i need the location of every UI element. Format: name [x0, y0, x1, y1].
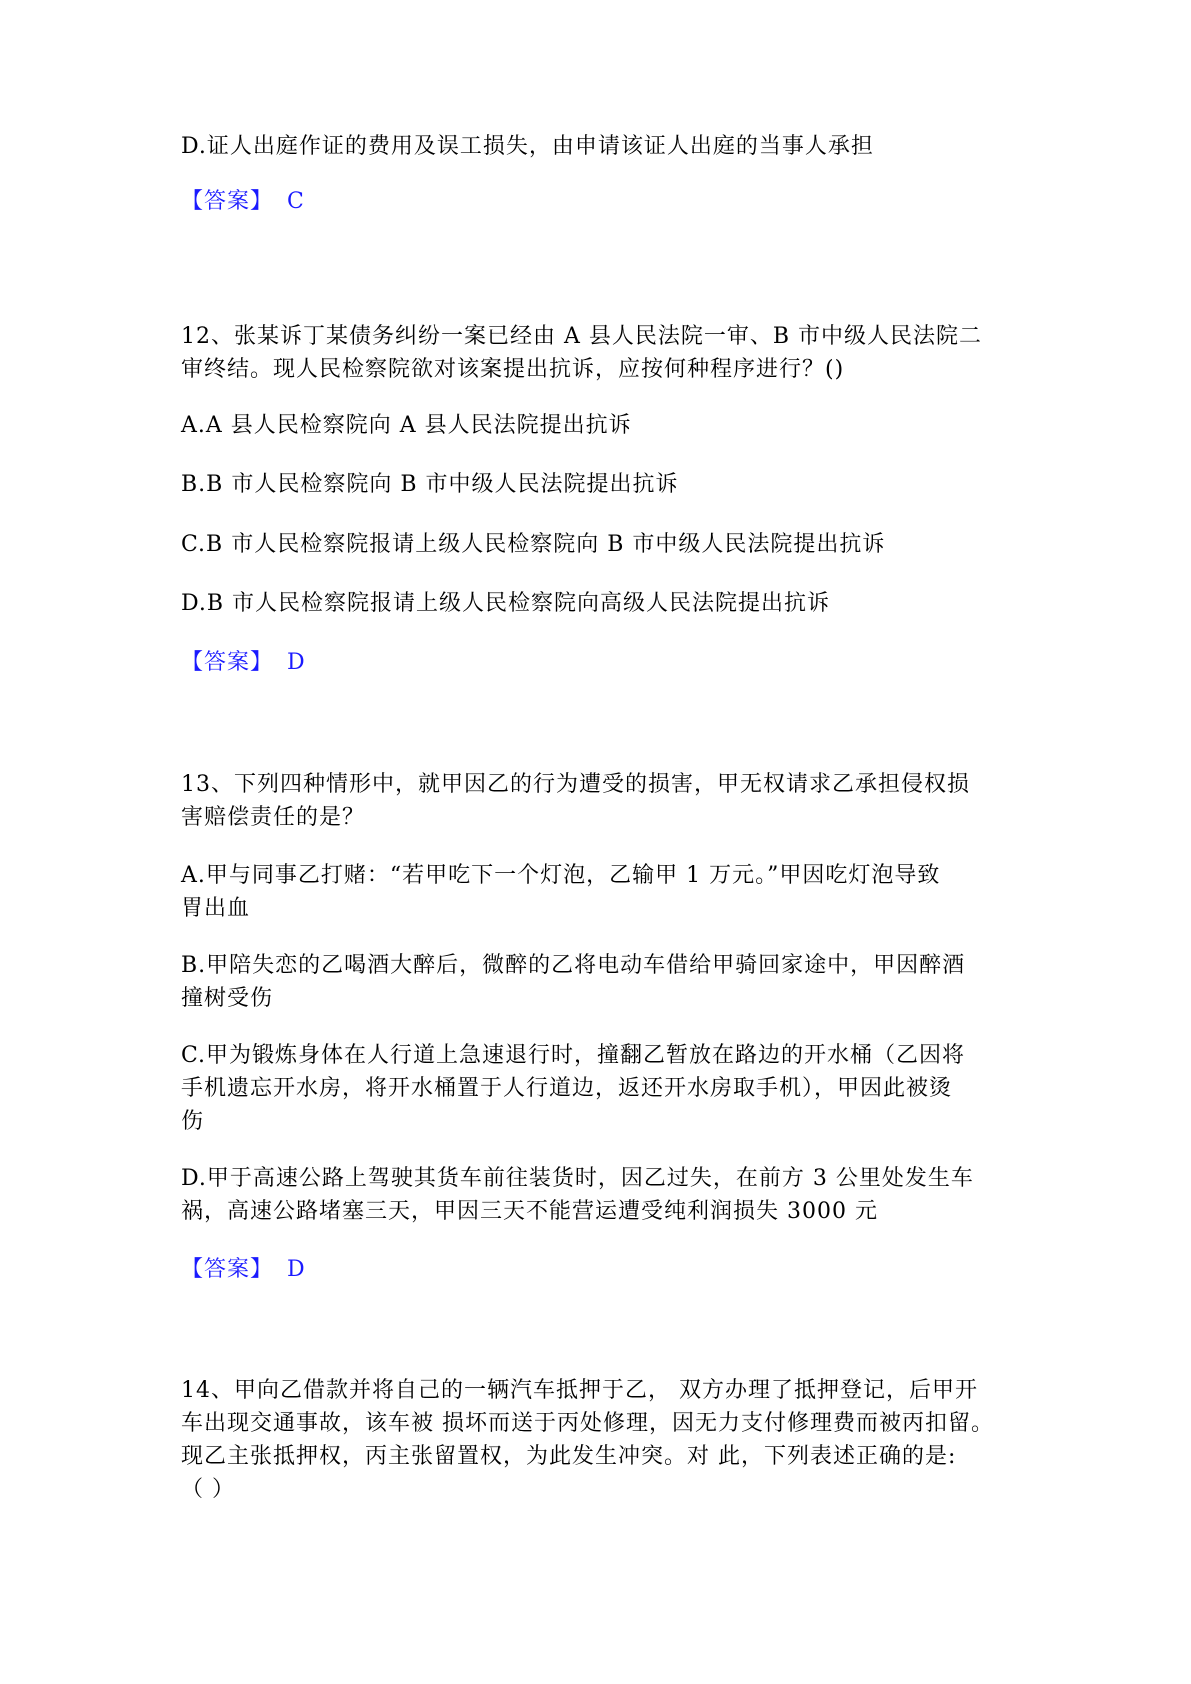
q12-option-a: A.A 县人民检察院向 A 县人民法院提出抗诉 — [181, 413, 632, 438]
q11-answer — [181, 187, 305, 217]
q12-option-b: B.B 市人民检察院向 B 市中级人民法院提出抗诉 — [181, 472, 679, 497]
q13-option-b-line1: B.甲陪失恋的乙喝酒大醉后，微醉的乙将电动车借给甲骑回家途中，甲因醉酒 — [181, 953, 966, 978]
q14-stem-line3: 现乙主张抵押权，丙主张留置权，为此发生冲突。对 此，下列表述正确的是: — [181, 1444, 957, 1469]
answer-value: D — [287, 650, 306, 675]
q13-option-a-line2: 胃出血 — [181, 896, 251, 921]
q13-option-d-line2: 祸，高速公路堵塞三天，甲因三天不能营运遭受纯利润损失 3000 元 — [181, 1199, 878, 1224]
q14-stem-line1: 14、甲向乙借款并将自己的一辆汽车抵押于乙， 双方办理了抵押登记，后甲开 — [181, 1378, 978, 1403]
q13-option-d-line1: D.甲于高速公路上驾驶其货车前往装货时，因乙过失，在前方 3 公里处发生车 — [181, 1166, 974, 1191]
q13-answer — [181, 1255, 306, 1285]
q12-stem-line1: 12、张某诉丁某债务纠纷一案已经由 A 县人民法院一审、B 市中级人民法院二 — [181, 324, 983, 349]
q13-option-c-line2: 手机遗忘开水房，将开水桶置于人行道边，返还开水房取手机），甲因此被烫 — [181, 1076, 953, 1101]
q13-option-c-line3: 伤 — [181, 1109, 205, 1134]
answer-value: D — [287, 1257, 306, 1282]
q11-option-d: D.证人出庭作证的费用及误工损失，由申请该证人出庭的当事人承担 — [181, 134, 874, 159]
q13-option-a-line1: A.甲与同事乙打赌：“若甲吃下一个灯泡，乙输甲 1 万元。”甲因吃灯泡导致 — [181, 863, 941, 888]
q13-option-c-line1: C.甲为锻炼身体在人行道上急速退行时，撞翻乙暂放在路边的开水桶（乙因将 — [181, 1043, 966, 1068]
q14-stem-line4: （ ） — [181, 1477, 235, 1502]
answer-label: 【答案】 — [181, 189, 274, 214]
q12-option-d: D.B 市人民检察院报请上级人民检察院向高级人民法院提出抗诉 — [181, 591, 831, 616]
q12-answer — [181, 648, 306, 678]
q13-stem-line1: 13、下列四种情形中，就甲因乙的行为遭受的损害，甲无权请求乙承担侵权损 — [181, 772, 970, 797]
q13-option-b-line2: 撞树受伤 — [181, 986, 274, 1011]
q13-stem-line2: 害赔偿责任的是？ — [181, 805, 366, 830]
q12-stem-line2: 审终结。现人民检察院欲对该案提出抗诉，应按何种程序进行？() — [181, 357, 845, 382]
answer-label: 【答案】 — [181, 650, 274, 675]
q14-stem-line2: 车出现交通事故，该车被 损坏而送于丙处修理，因无力支付修理费而被丙扣留。 — [181, 1411, 994, 1436]
answer-label: 【答案】 — [181, 1257, 274, 1282]
q12-option-c: C.B 市人民检察院报请上级人民检察院向 B 市中级人民法院提出抗诉 — [181, 532, 886, 557]
answer-value: C — [287, 189, 305, 214]
